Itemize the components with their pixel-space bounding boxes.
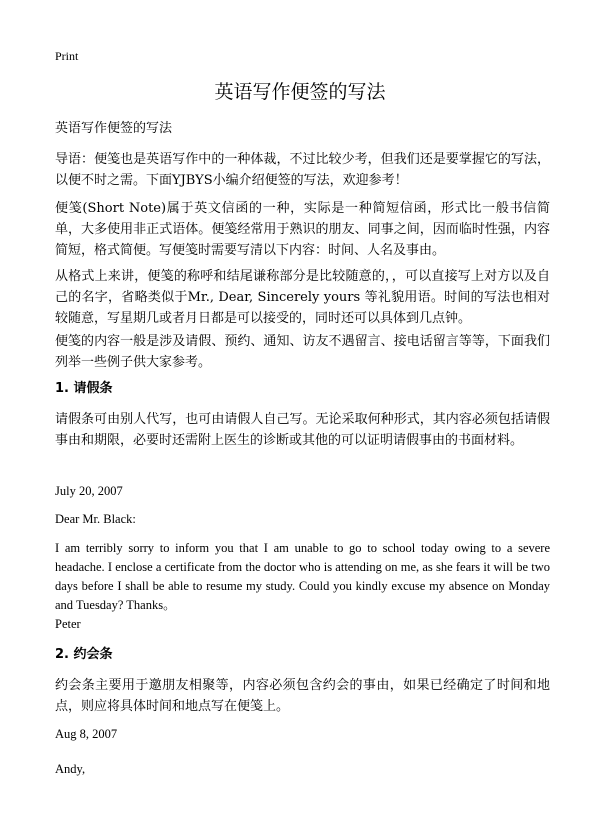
appointment-note-description: 约会条主要用于邀朋友相聚等，内容必须包含约会的事由，如果已经确定了时间和地点，则应将具体时间和地点写在便笺上。 xyxy=(55,678,550,714)
leave-note-description: 请假条可由别人代写，也可由请假人自己写。无论采取何种形式，其内容必须包括请假事由和期限，必要时还需附上医生的诊断或其他的可以证明请假事由的书面材料。 xyxy=(55,412,550,448)
leave-note-salutation: Dear Mr. Black: xyxy=(55,512,136,526)
leave-note-signature: Peter xyxy=(55,617,81,631)
page-title: 英语写作便签的写法 xyxy=(214,81,386,103)
page-subtitle: 英语写作便签的写法 xyxy=(55,121,173,136)
intro-paragraph: 导语：便笺也是英语写作中的一种体裁，不过比较少考，但我们还是要掌握它的写法，以便不时之需。下面YJBYS小编介绍便签的写法，欢迎参考！ xyxy=(55,152,550,188)
leave-note-date: July 20, 2007 xyxy=(55,484,123,498)
leave-note-body: I am terribly sorry to inform you that I am unable to go to school today owing to a severe headache. I enclose a certificate from the doctor who is attending on me, as she fears it will be two days before I shall be able to resume my study. Could you kindly excuse my absence on Monday and Tuesday? Thanks。 xyxy=(55,541,550,612)
definition-paragraph: 便笺(Short Note)属于英文信函的一种，实际是一种简短信函，形式比一般书信简单，大多使用非正式语体。便笺经常用于熟识的朋友、同事之间，因而临时性强，内容简短，格式简便。写便笺时需要写清以下内容：时间、人名及事由。 xyxy=(55,201,550,258)
section-heading-appointment-note: 2. 约会条 xyxy=(55,647,113,662)
section-heading-leave-note: 1. 请假条 xyxy=(55,381,113,396)
print-link[interactable]: Print xyxy=(55,49,79,63)
appointment-note-salutation: Andy, xyxy=(55,762,86,776)
format-paragraph: 从格式上来讲，便笺的称呼和结尾谦称部分是比较随意的，，可以直接写上对方以及自己的名字，省略类似于Mr., Dear, Sincerely yours 等礼貌用语。时间的写法也相对较随意，写星期几或者月日都是可以接受的，同时还可以具体到几点钟。 xyxy=(55,269,550,326)
content-paragraph: 便笺的内容一般是涉及请假、预约、通知、访友不遇留言、接电话留言等等，下面我们列举一些例子供大家参考。 xyxy=(55,334,550,370)
appointment-note-date: Aug 8, 2007 xyxy=(55,727,118,741)
